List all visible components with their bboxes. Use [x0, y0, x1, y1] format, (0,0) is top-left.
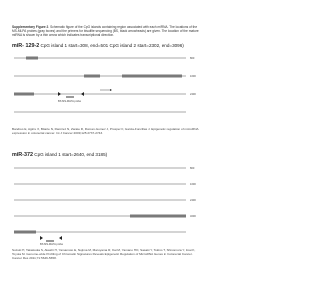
- bs-primer-arrowhead: [81, 92, 84, 96]
- ms-mlpa-probe: [46, 240, 54, 242]
- caption-label: Supplementary Figure 2: [12, 25, 49, 29]
- figure-caption: Supplementary Figure 2. Schematic figure of the CpG islands containing region associated with each miRNA. The locations of the MS-MLPA probes (gray boxes) and the primers for bisulfite sequencing (BS, black arrowheads) are given. The location of the mature miRNA is shown by a thin arrow which indicates transcriptional direction.: [12, 25, 199, 38]
- cpg-island-block: [14, 231, 36, 234]
- caption-text: Schematic figure of the CpG islands containing region associated with each miRNA. The locations of the MS-MLPA probes (gray boxes) and the primers for bisulfite sequencing (BS, black arrowheads) are given. The location of the mature miRNA is shown by a thin arrow which indicates transcriptional direction.: [12, 25, 199, 38]
- track-label: 1600: [190, 183, 196, 186]
- section1-cpg-text: CpG island 1 start=308, end=501 CpG island 2 start=2302, end=3096): [40, 43, 184, 48]
- probe-legend: BS MS-MLPA probe: [40, 243, 64, 246]
- cpg-island-block: [122, 75, 182, 78]
- section1-mir-name: miR- 129-2: [12, 43, 40, 49]
- ms-mlpa-probe: [66, 96, 74, 98]
- cpg-island-block: [14, 93, 34, 96]
- track-label: 2400: [190, 199, 196, 202]
- section2-cpg-text: CpG island 1 start=2640, end 3185): [34, 152, 108, 157]
- track-label: 1600: [190, 75, 196, 78]
- cpg-island-block: [130, 215, 186, 218]
- section2-heading: [12, 152, 202, 158]
- track-label: 800: [190, 57, 195, 60]
- probe-legend: BS MS-MLPA probe: [58, 100, 82, 103]
- bs-primer-arrowhead: [40, 236, 43, 240]
- track-label: 800: [190, 167, 195, 170]
- bs-primer-arrowhead: [58, 92, 61, 96]
- track-label: 3200: [190, 215, 196, 218]
- bs-primer-arrowhead: [59, 236, 62, 240]
- section1-reference: Bandres E, Agirre X, Bitarte N, Ramirez N, Zarate R, Roman-Gomez J, Prosper F, Garcia-Foncillas J. Epigenetic regulation of microRNA expression in colorectal cancer. Int J Cancer 2009;125:2737-2743.: [12, 127, 199, 135]
- diagram1: [14, 56, 196, 112]
- cpg-island-block: [84, 75, 100, 78]
- track-label: 2400: [190, 93, 196, 96]
- section2-reference: Suzuki H, Takatsuka S, Akashi H, Yamamoto E, Nojima M, Maruyama R, Kai M, Yamano HO, Sasaki Y, Tokino T, Shinomura Y, Imai K, Toyota M. Genome-wide Profiling of Chromatin Signatures Reveals Epigenetic Regulation of MicroRNA Genes in Colorectal Cancer. Cancer Res 2011;71:5646-5658.: [12, 248, 196, 260]
- cpg-island-block: [26, 57, 38, 60]
- mirna-arrowhead: [110, 89, 112, 91]
- diagram2: [14, 166, 196, 246]
- section2-mir-name: miR-372: [12, 152, 33, 158]
